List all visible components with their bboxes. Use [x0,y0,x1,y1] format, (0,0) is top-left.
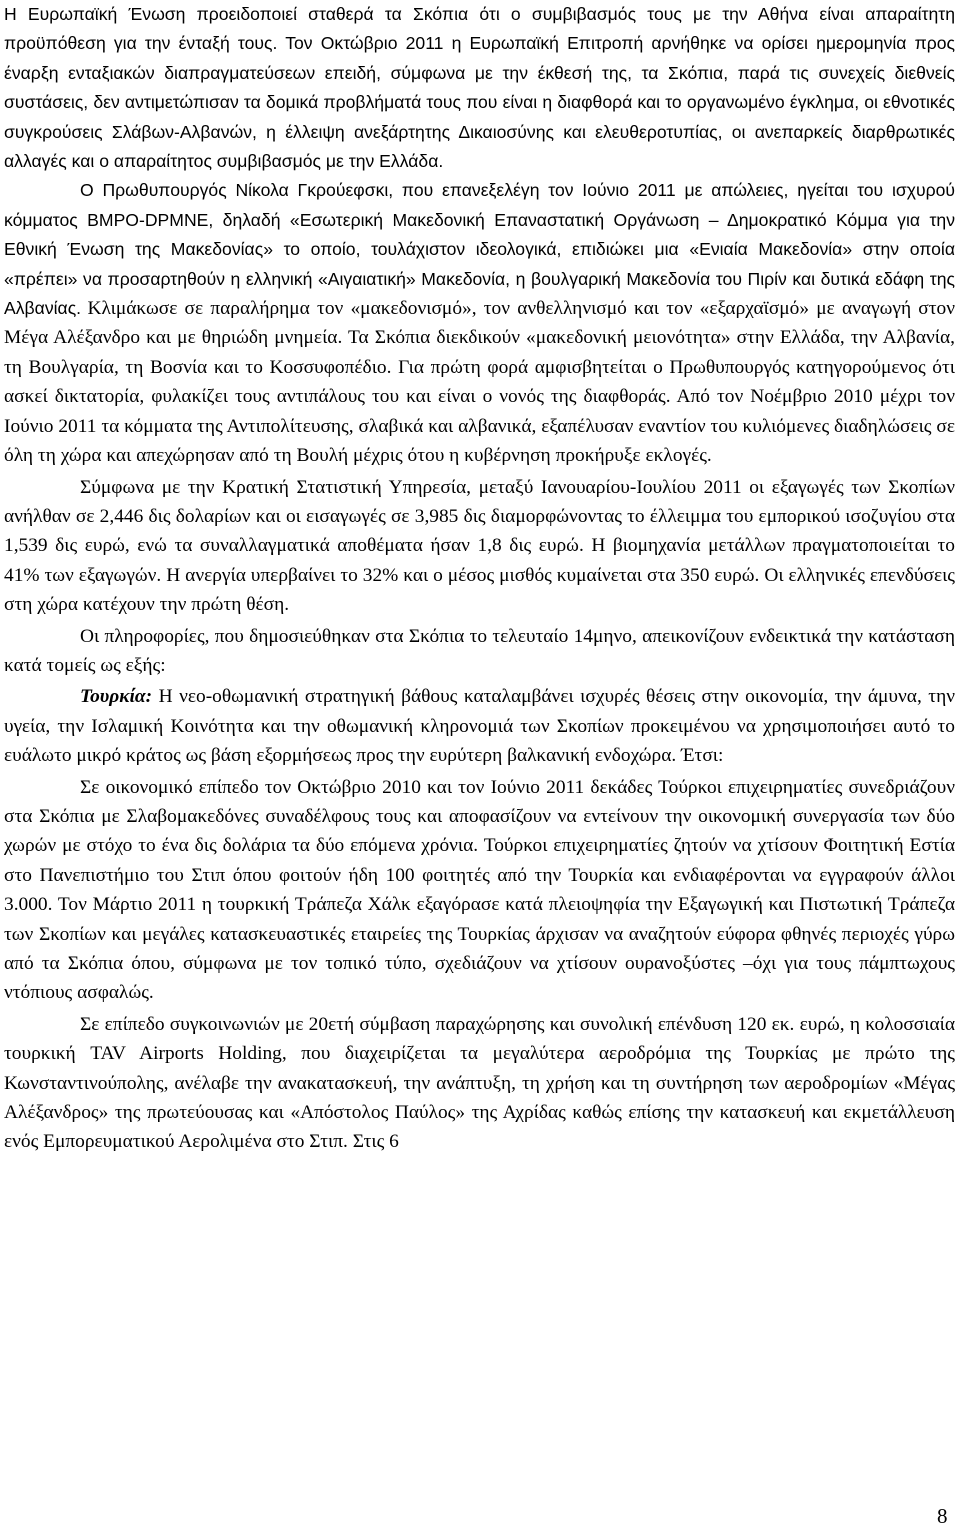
turkey-body: Η νεο-οθωμανική στρατηγική βάθους καταλαμβάνει ισχυρές θέσεις στην οικονομία, την άμυνα, την υγεία, την Ισλαμική Κοινότητα και την οθωμανική κληρονομιά των Σκοπίων προκειμένου να χρησιμοποιήσει αυτό το ευάλωτο μικρό κράτος ως βάση εξορμήσεως προς την ευρύτερη βαλκανική ενδοχώρα. Έτσι: [4,686,955,767]
paragraph-turkey [4,682,955,770]
paragraph-information-intro: Οι πληροφορίες, που δημοσιεύθηκαν στα Σκόπια το τελευταίο 14μηνο, απεικονίζουν ενδεικτικά την κατάσταση κατά τομείς ως εξής: [4,625,955,676]
paragraph-eu-warning: Η Ευρωπαϊκή Ένωση προειδοποιεί σταθερά τα Σκόπια ότι ο συμβιβασμός τους με την Αθήνα είναι απαραίτητη προϋπόθεση για την ένταξή τους. Τον Οκτώβριο 2011 η Ευρωπαϊκή Επιτροπή αρνήθηκε να ορίσει ημερομηνία προς έναρξη ενταξιακών διαπραγματεύσεων επειδή, σύμφωνα με την έκθεσή της, τα Σκόπια, παρά τις συνεχείς διεθνείς συστάσεις, δεν αντιμετώπισαν τα δομικά προβλήματά τους που είναι η διαφθορά και το οργανωμένο έγκλημα, οι εθνοτικές συγκρούσεις Σλάβων-Αλβανών, η έλλειψη ανεξάρτητης Δικαιοσύνης και ελευθεροτυπίας, οι ανεπαρκείς διαρθρωτικές αλλαγές και ο απαραίτητος συμβιβασμός με την Ελλάδα. [4,4,955,172]
document-page [4,0,955,1157]
paragraph-prime-minister-text: Ο Πρωθυπουργός Νίκολα Γκρούεφσκι, που επανεξελέγη τον Ιούνιο 2011 με απώλειες, ηγείται του ισχυρού κόμματος ΒΜΡΟ-DPMNE, δηλαδή «Εσωτερική Μακεδονική Επαναστατική Οργάνωση – Δημοκρατικό Κόμμα για την Εθνική Ένωση της Μακεδονίας» το οποίο, τουλάχιστον ιδεολογικά, επιδιώκει μια «Ενιαία Μακεδονία» στην οποία «πρέπει» να προσαρτηθούν η ελληνική «Αιγαιατική» Μακεδονία, η βουλγαρική Μακεδονία του Πιρίν και δυτικά εδάφη της Αλβανίας. [4,180,955,319]
paragraph-transport-level: Σε επίπεδο συγκοινωνιών με 20ετή σύμβαση παραχώρησης και συνολική επένδυση 120 εκ. ευρώ, η κολοσσιαία τουρκική TAV Airports Holding, που διαχειρίζεται τα μεγαλύτερα αεροδρόμια της Τουρκίας με πρώτο της Κωνσταντινούπολης, ανέλαβε την ανακατασκευή, την ανάπτυξη, τη χρήση και τη συντήρηση των αεροδρομίων «Μέγας Αλέξανδρος» της πρωτεύουσας και «Απόστολος Παύλος» της Αχρίδας καθώς επίσης την κατασκευή και εκμετάλλευση ενός Εμπορευματικού Αερολιμένα στο Στιπ. Στις 6 [4,1013,955,1153]
turkey-heading: Τουρκία: [80,686,153,708]
paragraph-macedonism-text: Κλιμάκωσε σε παραλήρημα τον «μακεδονισμό», τον ανθελληνισμό και τον «εξαρχαϊσμό» με αναγωγή στον Μέγα Αλέξανδρο και με θηριώδη μνημεία. Τα Σκόπια διεκδικούν «μακεδονική μειονότητα» στην Ελλάδα, την Αλβανία, τη Βουλγαρία, τη Βοσνία και το Κοσσυφοπέδιο. Για πρώτη φορά αμφισβητείται ο Πρωθυπουργός κατηγορούμενος ότι ασκεί δικτατορία, φυλακίζει τους αντιπάλους του και είναι ο νονός της διαφθοράς. Από τον Νοέμβριο 2010 μέχρι τον Ιούνιο 2011 τα κόμματα της Αντιπολίτευσης, σλαβικά και αλβανικά, εξαπέλυσαν εναντίον του κυλιόμενες διαδηλώσεις σε όλη τη χώρα και απεχώρησαν από τη Βουλή μέχρις ότου η κυβέρνηση προκήρυξε εκλογές. [4,298,956,467]
paragraph-economic-level: Σε οικονομικό επίπεδο τον Οκτώβριο 2010 και τον Ιούνιο 2011 δεκάδες Τούρκοι επιχειρηματίες συνεδριάζουν στα Σκόπια με Σλαβομακεδόνες συναδέλφους τους και αποφασίζουν να εντείνουν την οικονομική συνεργασία των δύο χωρών με στόχο το ένα δις δολάρια τα δύο επόμενα χρόνια. Τούρκοι επιχειρηματίες ζητούν να χτίσουν Φοιτητική Εστία στο Πανεπιστήμιο του Στιπ όπου φοιτούν ήδη 100 φοιτητές από την Τουρκία και ενδιαφέρονται να εγγραφούν άλλοι 3.000. Τον Μάρτιο 2011 η τουρκική Τράπεζα Χάλκ εξαγόρασε κατά πλειοψηφία την Εξαγωγική και Πιστωτική Τράπεζα των Σκοπίων και μεγάλες κατασκευαστικές εταιρείες της Τουρκίας άρχισαν να αναζητούν εύφορα φθηνές περιοχές γύρω από τα Σκόπια όπου, σύμφωνα με τον τοπικό τύπο, σχεδιάζουν να χτίσουν ουρανοξύστες –όχι για τους πάμπτωχους ντόπιους ασφαλώς. [4,776,955,1004]
paragraph-prime-minister [4,176,955,470]
page-number: 8 [937,1504,948,1528]
paragraph-statistics: Σύμφωνα με την Κρατική Στατιστική Υπηρεσία, μεταξύ Ιανουαρίου-Ιουλίου 2011 οι εξαγωγές των Σκοπίων ανήλθαν σε 2,446 δις δολαρίων και οι εισαγωγές σε 3,985 δις διαμορφώνοντας το έλλειμμα του εμπορικού ισοζυγίου στα 1,539 δις ευρώ, ενώ τα συναλλαγματικά αποθέματα ήσαν 1,8 δις ευρώ. Η βιομηχανία μετάλλων πραγματοποιείται το 41% των εξαγωγών. Η ανεργία υπερβαίνει το 32% και ο μέσος μισθός κυμαίνεται στα 350 ευρώ. Οι ελληνικές επενδύσεις στη χώρα κατέχουν την πρώτη θέση. [4,476,955,616]
